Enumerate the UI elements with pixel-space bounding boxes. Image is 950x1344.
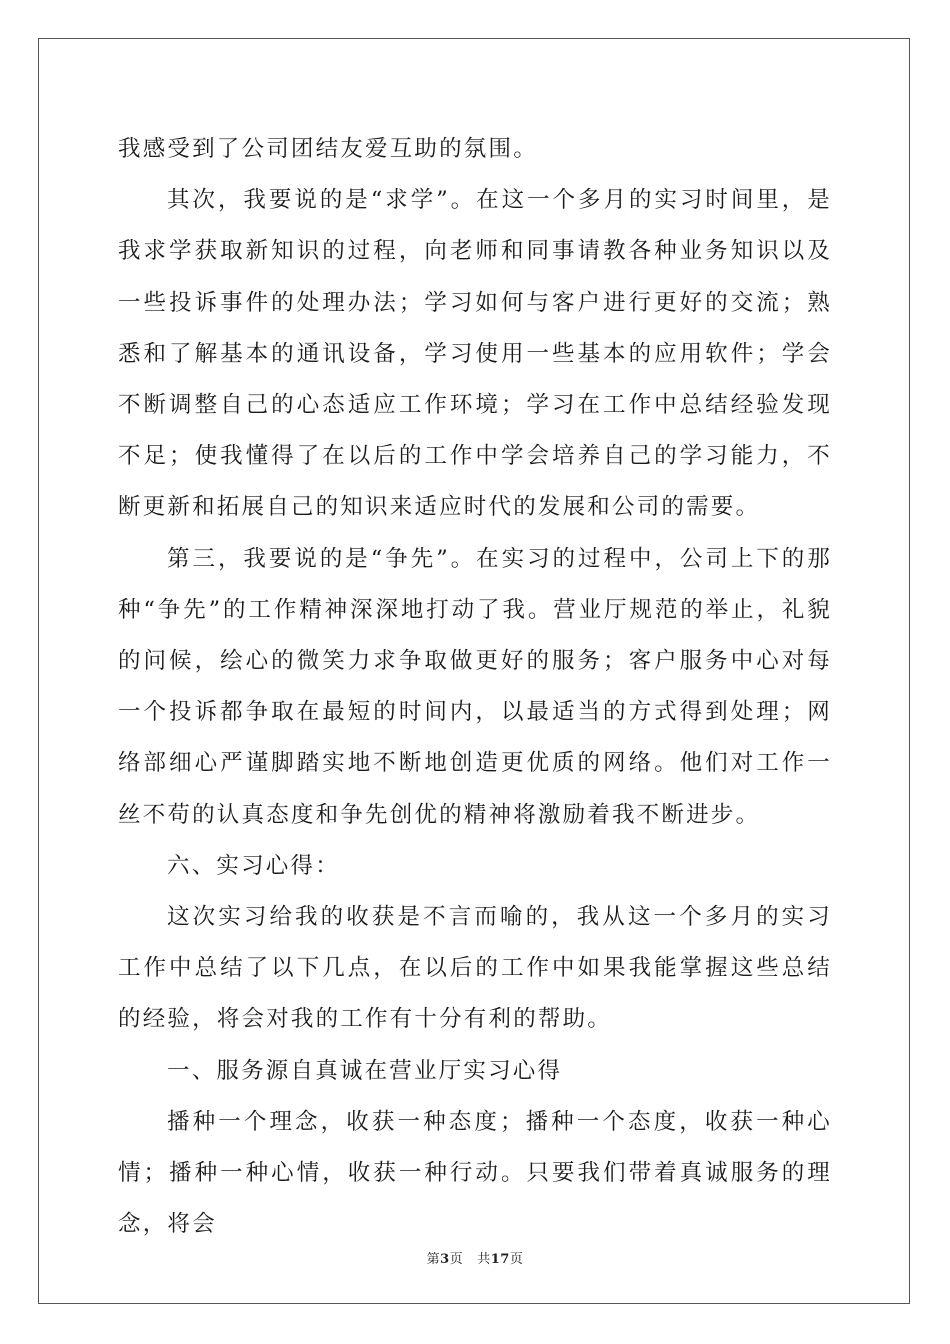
page-prefix: 第 (426, 1252, 441, 1267)
subsection-heading-one: 一、服务源自真诚在营业厅实习心得 (167, 1057, 563, 1084)
paragraph-1: 我感受到了公司团结友爱互助的氛围。 (118, 136, 538, 162)
paragraph-2: 其次，我要说的是“求学”。在这一个多月的实习时间里，是我求学获取新知识的过程，向老师和同事请教各种业务知识以及一些投诉事件的处理办法；学习如何与客户进行更好的交流；熟悉和了解基本的通讯设备，学习使用一些基本的应用软件；学会不断调整自己的心态适应工作环境；学习在工作中总结经验发现不足；使我懂得了在以后的工作中学会培养自己的学习能力，不断更新和拓展自己的知识来适应时代的发展和公司的需要。 (118, 187, 832, 521)
section-heading-six: 六、实习心得： (167, 852, 340, 879)
paragraph-3: 第三，我要说的是“争先”。在实习的过程中，公司上下的那种“争先”的工作精神深深地打动了我。营业厅规范的举止，礼貌的问候，绘心的微笑力求争取做更好的服务；客户服务中心对每一个投诉都争取在最短的时间内，以最适当的方式得到处理；网络部细心严谨脚踏实地不断地创造更优质的网络。他们对工作一丝不苟的认真态度和争先创优的精神将激励着我不断进步。 (118, 545, 832, 828)
paragraph-4: 这次实习给我的收获是不言而喻的，我从这一个多月的实习工作中总结了以下几点，在以后的工作中如果我能掌握这些总结的经验，将会对我的工作有十分有利的帮助。 (118, 904, 832, 1033)
page-number: 3 (440, 1252, 450, 1267)
page-footer (0, 1248, 950, 1267)
total-pages: 17 (490, 1252, 510, 1267)
total-prefix: 共 (477, 1252, 491, 1267)
total-suffix: 页 (509, 1252, 524, 1267)
page-suffix: 页 (449, 1252, 464, 1267)
paragraph-5: 播种一个理念，收获一种态度；播种一个态度，收获一种心情；播种一种心情，收获一种行动。只要我们带着真诚服务的理念，将会 (118, 1108, 832, 1238)
document-body (118, 124, 832, 1250)
